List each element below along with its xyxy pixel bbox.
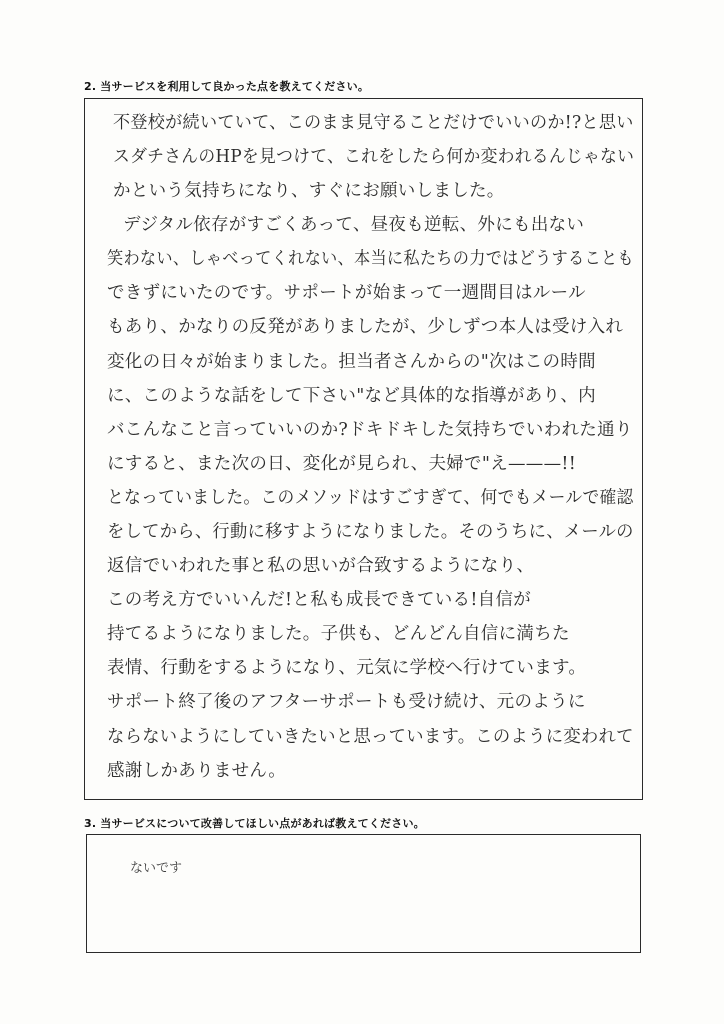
handwritten-line: デジタル依存がすごくあって、昼夜も逆転、外にも出ない [123, 215, 585, 235]
handwritten-line: となっていました。このメソッドはすごすぎて、何でもメールで確認 [107, 488, 634, 508]
handwritten-line: かという気持ちになり、すぐにお願いしました。 [113, 181, 505, 201]
handwritten-line: をしてから、行動に移すようになりました。そのうちに、メールの [107, 522, 634, 542]
handwritten-line: に、このような話をして下さい"など具体的な指導があり、内 [107, 386, 596, 406]
handwritten-line: 変化の日々が始まりました。担当者さんからの"次はこの時間 [107, 352, 596, 372]
handwritten-line: 返信でいわれた事と私の思いが合致するようになり、 [107, 556, 535, 576]
question-3-heading: 3. 当サービスについて改善してほしい点があれば教えてください。 [84, 817, 425, 830]
handwritten-line: スダチさんのHPを見つけて、これをしたら何か変われるんじゃない [113, 147, 635, 167]
handwritten-line: にすると、また次の日、変化が見られ、夫婦で"え———!! [107, 454, 577, 474]
handwritten-line: 表情、行動をするようになり、元気に学校へ行けています。 [107, 658, 587, 678]
handwritten-line: 笑わない、しゃべってくれない、本当に私たちの力ではどうすることも [107, 249, 634, 269]
handwritten-line: サポート終了後のアフターサポートも受け続け、元のように [107, 692, 586, 712]
question-3-answer-box [86, 834, 641, 953]
handwritten-line: できずにいたのです。サポートが始まって一週間目はルール [107, 283, 586, 303]
question-2-answer-box [84, 98, 643, 800]
handwritten-line: ならないようにしていきたいと思っています。このように変われて [107, 727, 634, 747]
handwritten-answer: ないです [130, 861, 183, 876]
handwritten-line: 持てるようになりました。子供も、どんどん自信に満ちた [107, 624, 570, 644]
handwritten-line: この考え方でいいんだ!と私も成長できている!自信が [107, 590, 532, 610]
question-2-heading: 2. 当サービスを利用して良かった点を教えてください。 [84, 80, 370, 93]
handwritten-line: 感謝しかありません。 [107, 761, 287, 781]
handwritten-line: 不登校が続いていて、このまま見守ることだけでいいのか!?と思い [113, 113, 634, 133]
handwritten-line: バこんなこと言っていいのか?ドキドキした気持ちでいわれた通り [107, 420, 633, 440]
handwritten-line: もあり、かなりの反発がありましたが、少しずつ本人は受け入れ [107, 317, 624, 337]
